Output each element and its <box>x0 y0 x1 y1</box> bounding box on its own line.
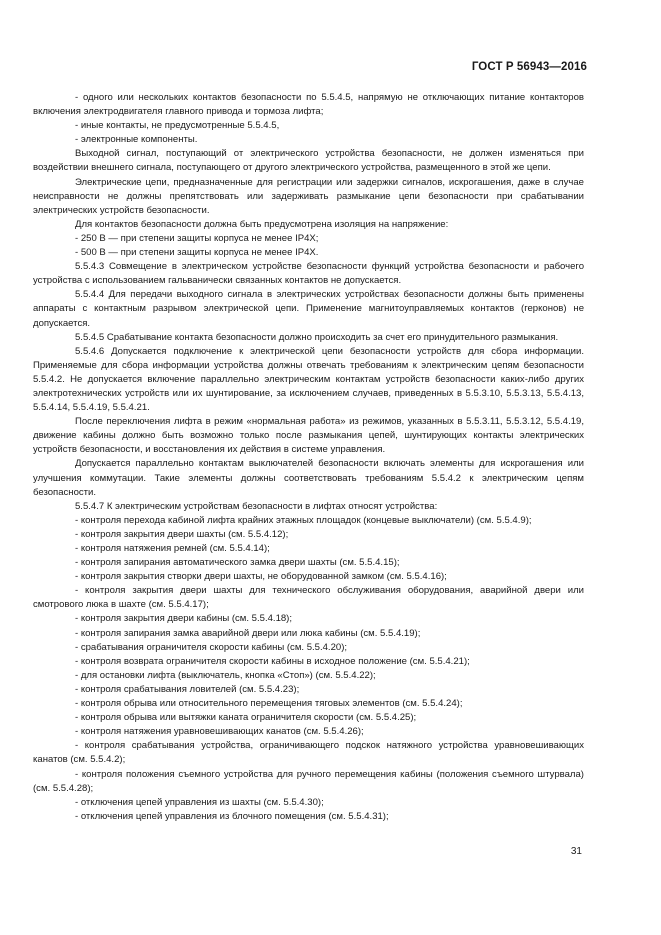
list-item: - контроля обрыва или относительного перемещения тяговых элементов (см. 5.5.4.24); <box>75 698 463 710</box>
paragraph: 5.5.4.4 Для передачи выходного сигнала в электрических устройствах безопасности должны быть применены аппараты с контактным разрывом электрической цепи. Применение магнитоуправляемых контактов (герконов) не допускается. <box>33 289 584 329</box>
list-item: - контроля срабатывания ловителей (см. 5.5.4.23); <box>75 683 300 695</box>
list-item: - контроля закрытия двери кабины (см. 5.5.4.18); <box>75 613 293 625</box>
list-item: - контроля запирания автоматического замка двери шахты (см. 5.5.4.15); <box>75 557 400 569</box>
list-item: - контроля закрытия двери шахты (см. 5.5.4.12); <box>75 528 289 540</box>
paragraph: Для контактов безопасности должна быть предусмотрена изоляция на напряжение: <box>75 218 449 230</box>
list-item: - контроля обрыва или вытяжки каната ограничителя скорости (см. 5.5.4.25); <box>75 712 417 724</box>
document-number: ГОСТ Р 56943—2016 <box>471 61 587 73</box>
paragraph: Допускается параллельно контактам выключателей безопасности включать элементы для искрогашения или улучшения коммутации. Такие элементы должны соответствовать требованиям 5.5.4.2 к электрическим цепям безопасности. <box>33 458 584 498</box>
paragraph: 5.5.4.6 Допускается подключение к электрической цепи безопасности устройств для сбора информации. Применяемые для сбора информации устройства должны отвечать требованиям к электрическим цепям безопасности 5.5.4.2. Не допускается включение параллельно электрическим контактам устройств безопасности каких-либо других электротехнических устройств или их шунтирование, за исключением случаев, приведенных в 5.5.3.10, 5.5.3.13, 5.5.4.13, 5.5.4.14, 5.5.4.19, 5.5.4.21. <box>33 345 584 414</box>
list-item: - контроля закрытия двери шахты для технического обслуживания оборудования, аварийной двери или смотрового люка в шахте (см. 5.5.4.17); <box>33 585 584 611</box>
list-item: - контроля перехода кабиной лифта крайних этажных площадок (концевые выключатели) (см. 5.5.4.9); <box>75 514 532 526</box>
list-item: - контроля возврата ограничителя скорости кабины в исходное положение (см. 5.5.4.21); <box>75 655 470 667</box>
list-item: - контроля запирания замка аварийной двери или люка кабины (см. 5.5.4.19); <box>75 627 421 639</box>
list-item: - срабатывания ограничителя скорости кабины (см. 5.5.4.20); <box>75 641 348 653</box>
paragraph: 5.5.4.3 Совмещение в электрическом устройстве безопасности функций устройства безопасности и рабочего устройства с использованием гальванически связанных контактов не допускается. <box>33 261 584 287</box>
paragraph: - одного или нескольких контактов безопасности по 5.5.4.5, напрямую не отключающих питание контакторов включения электродвигателя главного привода и тормоза лифта; <box>33 92 584 118</box>
list-item: - контроля натяжения ремней (см. 5.5.4.14); <box>75 543 270 554</box>
paragraph: После переключения лифта в режим «нормальная работа» из режимов, указанных в 5.5.3.11, 5.5.3.12, 5.5.4.19, движение кабины должно быть возможно только после размыкания цепей, шунтирующих контакты электрических устройств безопасности, и восстановления их действия в системе управления. <box>33 416 584 456</box>
list-item: - контроля положения съемного устройства для ручного перемещения кабины (положения съемного штурвала) (см. 5.5.4.28); <box>33 768 584 794</box>
list-item: - иные контакты, не предусмотренные 5.5.4.5, <box>75 120 280 132</box>
page-number: 31 <box>570 846 582 857</box>
list-item: - контроля срабатывания устройства, ограничивающего подскок натяжного устройства уравновешивающих канатов (см. 5.5.4.2); <box>33 740 584 766</box>
paragraph: 5.5.4.5 Срабатывание контакта безопасности должно происходить за счет его принудительного размыкания. <box>75 331 559 343</box>
paragraph: Выходной сигнал, поступающий от электрического устройства безопасности, не должен изменяться при воздействии внешнего сигнала, поступающего от другого электрического устройства, размещенного в этой же цепи. <box>33 148 584 174</box>
list-item: - отключения цепей управления из блочного помещения (см. 5.5.4.31); <box>75 810 389 822</box>
list-item: - контроля закрытия створки двери шахты, не оборудованной замком (см. 5.5.4.16); <box>75 571 447 583</box>
list-item: - электронные компоненты. <box>75 134 198 146</box>
list-item: - контроля натяжения уравновешивающих канатов (см. 5.5.4.26); <box>75 726 364 738</box>
list-item: - отключения цепей управления из шахты (см. 5.5.4.30); <box>75 796 324 808</box>
paragraph: 5.5.4.7 К электрическим устройствам безопасности в лифтах относят устройства: <box>75 500 438 512</box>
list-item: - 250 В — при степени защиты корпуса не менее IP4X; <box>75 232 319 244</box>
paragraph: Электрические цепи, предназначенные для регистрации или задержки сигналов, искрогашения, даже в случае неисправности не должны препятствовать или задерживать размыкание цепи безопасности при срабатывании электрических устройств безопасности. <box>33 176 584 216</box>
list-item: - 500 В — при степени защиты корпуса не менее IP4X. <box>75 247 319 259</box>
list-item: - для остановки лифта (выключатель, кнопка «Стоп») (см. 5.5.4.22); <box>75 669 376 681</box>
document-body <box>33 91 584 824</box>
